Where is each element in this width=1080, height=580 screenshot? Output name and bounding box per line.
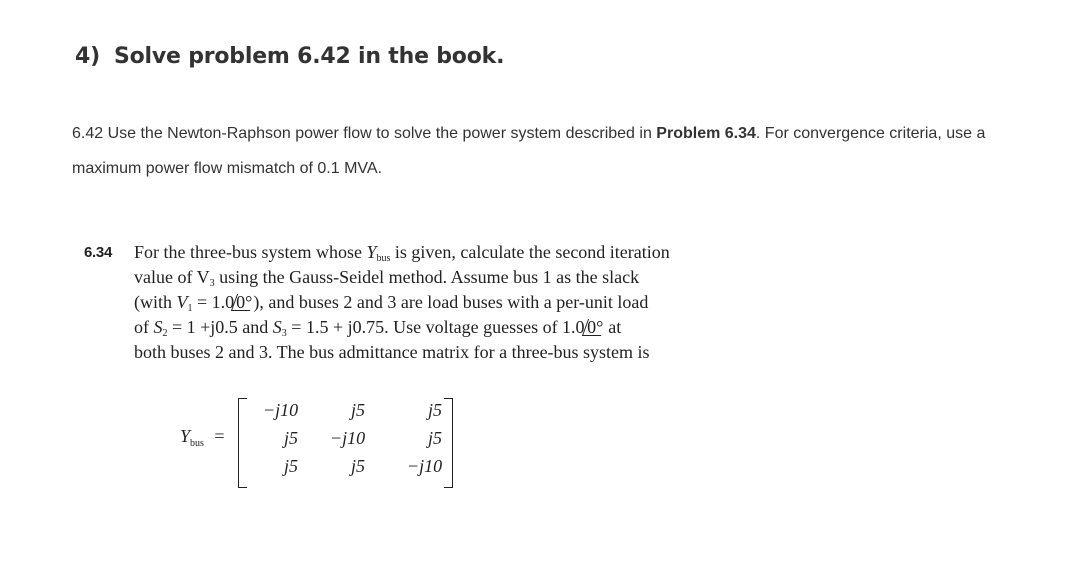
text-run: using the Gauss-Seidel method. Assume bus 1 as the slack <box>214 267 640 287</box>
v3-subscript: 3 <box>209 278 215 289</box>
problem-line <box>134 315 784 340</box>
matrix-cell: j5 <box>351 456 366 476</box>
matrix-cell: j5 <box>284 456 299 476</box>
s3-symbol: S <box>272 317 282 337</box>
matrix-cell: −j10 <box>407 456 443 476</box>
matrix-label <box>180 426 225 449</box>
instruction-paragraph <box>72 116 1052 186</box>
equals-sign: = <box>214 426 225 446</box>
s2-subscript: 2 <box>162 328 168 339</box>
angle-value: 0° <box>586 317 603 337</box>
ybus-subscript: bus <box>376 253 391 264</box>
ybus-symbol: Y <box>366 242 377 262</box>
text-run: value of V <box>134 267 210 287</box>
text-run: For the three-bus system whose <box>134 242 367 262</box>
problem-line <box>134 290 784 315</box>
matrix-label-subscript: bus <box>190 438 204 449</box>
matrix-cell: j5 <box>428 428 443 448</box>
book-problem <box>84 240 784 365</box>
book-problem-number: 6.34 <box>84 244 112 261</box>
problem-line: both buses 2 and 3. The bus admittance matrix for a three-bus system is <box>134 342 650 362</box>
question-text: Solve problem 6.42 in the book. <box>113 44 505 69</box>
v1-subscript: 1 <box>187 303 193 314</box>
text-run: (with <box>134 292 177 312</box>
instruction-suffix: . For convergence criteria, use a maximum power flow mismatch of 0.1 MVA. <box>72 125 986 177</box>
left-bracket <box>238 398 247 488</box>
text-run: = 1.5 + j0.75. Use voltage guesses of 1.0 <box>286 317 585 337</box>
matrix-cell: j5 <box>351 400 366 420</box>
book-problem-text <box>134 240 784 365</box>
angle-symbol <box>581 319 606 336</box>
instruction-prefix: 6.42 Use the Newton-Raphson power flow to solve the power system described in <box>72 125 657 142</box>
text-run: is given, calculate the second iteration <box>390 242 670 262</box>
text-run: = 1 +j0.5 and <box>167 317 273 337</box>
matrix-label-y: Y <box>180 426 191 446</box>
text-run: ), and buses 2 and 3 are load buses with a per-unit load <box>253 292 649 312</box>
problem-line <box>134 240 784 265</box>
question-heading <box>75 44 504 69</box>
right-bracket <box>444 398 453 488</box>
matrix-cell: j5 <box>428 400 443 420</box>
problem-reference: Problem 6.34 <box>656 125 756 142</box>
matrix-cell: −j10 <box>330 428 366 448</box>
matrix-cell: j5 <box>284 428 299 448</box>
text-run: at <box>603 317 622 337</box>
problem-line <box>134 265 784 290</box>
question-number: 4) <box>75 44 100 69</box>
s2-symbol: S <box>153 317 163 337</box>
matrix-cell: −j10 <box>263 400 299 420</box>
v1-symbol: V <box>176 292 188 312</box>
s3-subscript: 3 <box>281 328 287 339</box>
text-run: of <box>134 317 154 337</box>
angle-value: 0° <box>236 292 253 312</box>
text-run: = 1.0 <box>192 292 235 312</box>
